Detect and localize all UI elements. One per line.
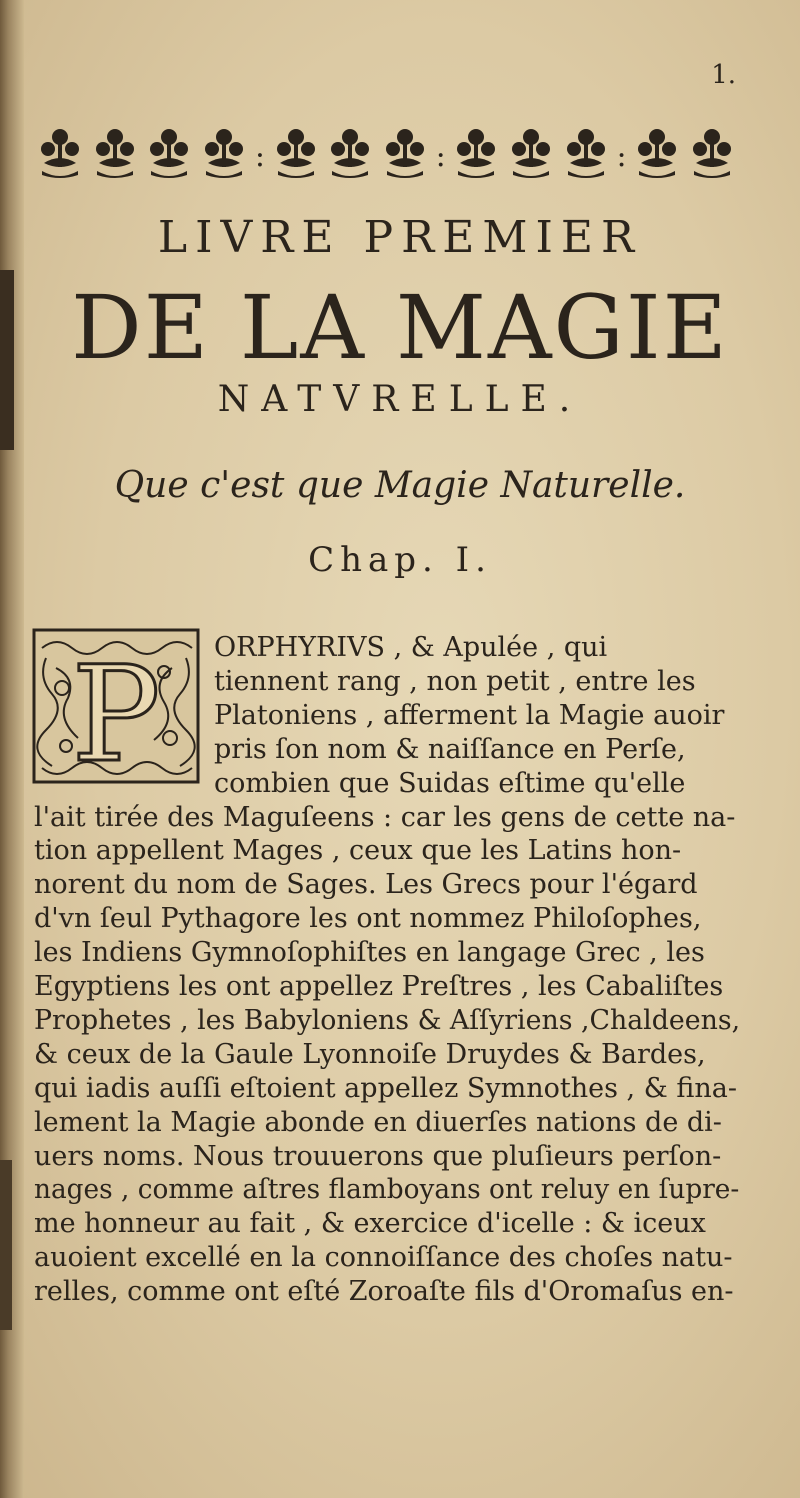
text-line: tiennent rang , non petit , entre les bbox=[214, 665, 696, 697]
text-line: auoient excellé en la connoiſſance des choſes natu- bbox=[34, 1242, 733, 1274]
page-number: 1. bbox=[711, 60, 736, 90]
fleuron-icon bbox=[200, 125, 248, 181]
title-continuation: NATVRELLE. bbox=[217, 379, 583, 420]
text-line: pris ſon nom & naiſſance en Perſe, bbox=[214, 733, 686, 765]
chapter-number: Chap. I. bbox=[308, 540, 492, 580]
text-line: Prophetes , les Babyloniens & Aſſyriens ,Chaldeens, bbox=[34, 1004, 741, 1036]
dropcap-initial bbox=[32, 628, 200, 784]
text-line: l'ait tirée des Maguſeens : car les gens de cette na- bbox=[34, 801, 736, 833]
fleuron-icon bbox=[562, 125, 610, 181]
fleuron-icon bbox=[688, 125, 736, 181]
fleuron-icon bbox=[633, 125, 681, 181]
main-title: DE LA MAGIE bbox=[71, 276, 729, 379]
ornament-separator: : bbox=[254, 138, 265, 174]
text-line: combien que Suidas eſtime qu'elle bbox=[214, 767, 686, 799]
text-line: ORPHYRIVS , & Apulée , qui bbox=[214, 632, 608, 663]
text-line: uers noms. Nous trouuerons que pluſieurs perſon- bbox=[34, 1140, 722, 1172]
text-line: relles, comme ont eſté Zoroaſte fils d'Oromaſus en- bbox=[34, 1276, 734, 1308]
dropcap-frame-icon bbox=[32, 628, 200, 784]
fleuron-icon bbox=[381, 125, 429, 181]
text-line: tion appellent Mages , ceux que les Latins hon- bbox=[34, 835, 682, 867]
text-line: lement la Magie abonde en diuerſes nations de di- bbox=[34, 1106, 722, 1138]
text-line: Platoniens , afferment la Magie auoir bbox=[214, 699, 725, 731]
chapter-subtitle: Que c'est que Magie Naturelle. bbox=[114, 465, 686, 506]
ornament-separator: : bbox=[435, 138, 446, 174]
book-heading: LIVRE PREMIER bbox=[157, 212, 643, 263]
dropcap-letter: P bbox=[71, 638, 161, 784]
fleuron-icon bbox=[272, 125, 320, 181]
fleuron-icon bbox=[91, 125, 139, 181]
fleuron-icon bbox=[145, 125, 193, 181]
ornament-band bbox=[36, 122, 736, 184]
text-line: les Indiens Gymnoſophiſtes en langage Grec , les bbox=[34, 937, 705, 969]
fleuron-icon bbox=[507, 125, 555, 181]
fleuron-icon bbox=[36, 125, 84, 181]
ornament-separator: : bbox=[616, 138, 627, 174]
text-line: nages , comme aſtres flamboyans ont reluy en ſupre- bbox=[34, 1174, 740, 1206]
text-line: qui iadis auſſi eſtoient appellez Symnothes , & fina- bbox=[34, 1072, 737, 1104]
fleuron-icon bbox=[326, 125, 374, 181]
text-line: d'vn ſeul Pythagore les ont nommez Philoſophes, bbox=[34, 903, 702, 935]
text-line: & ceux de la Gaule Lyonnoiſe Druydes & Bardes, bbox=[34, 1038, 706, 1070]
fleuron-icon bbox=[452, 125, 500, 181]
binding-shadow bbox=[0, 1160, 12, 1330]
text-line: norent du nom de Sages. Les Grecs pour l'égard bbox=[34, 869, 698, 901]
text-line: Egyptiens les ont appellez Preſtres , les Cabaliſtes bbox=[34, 971, 724, 1002]
text-line: me honneur au fait , & exercice d'icelle : & iceux bbox=[34, 1208, 706, 1240]
